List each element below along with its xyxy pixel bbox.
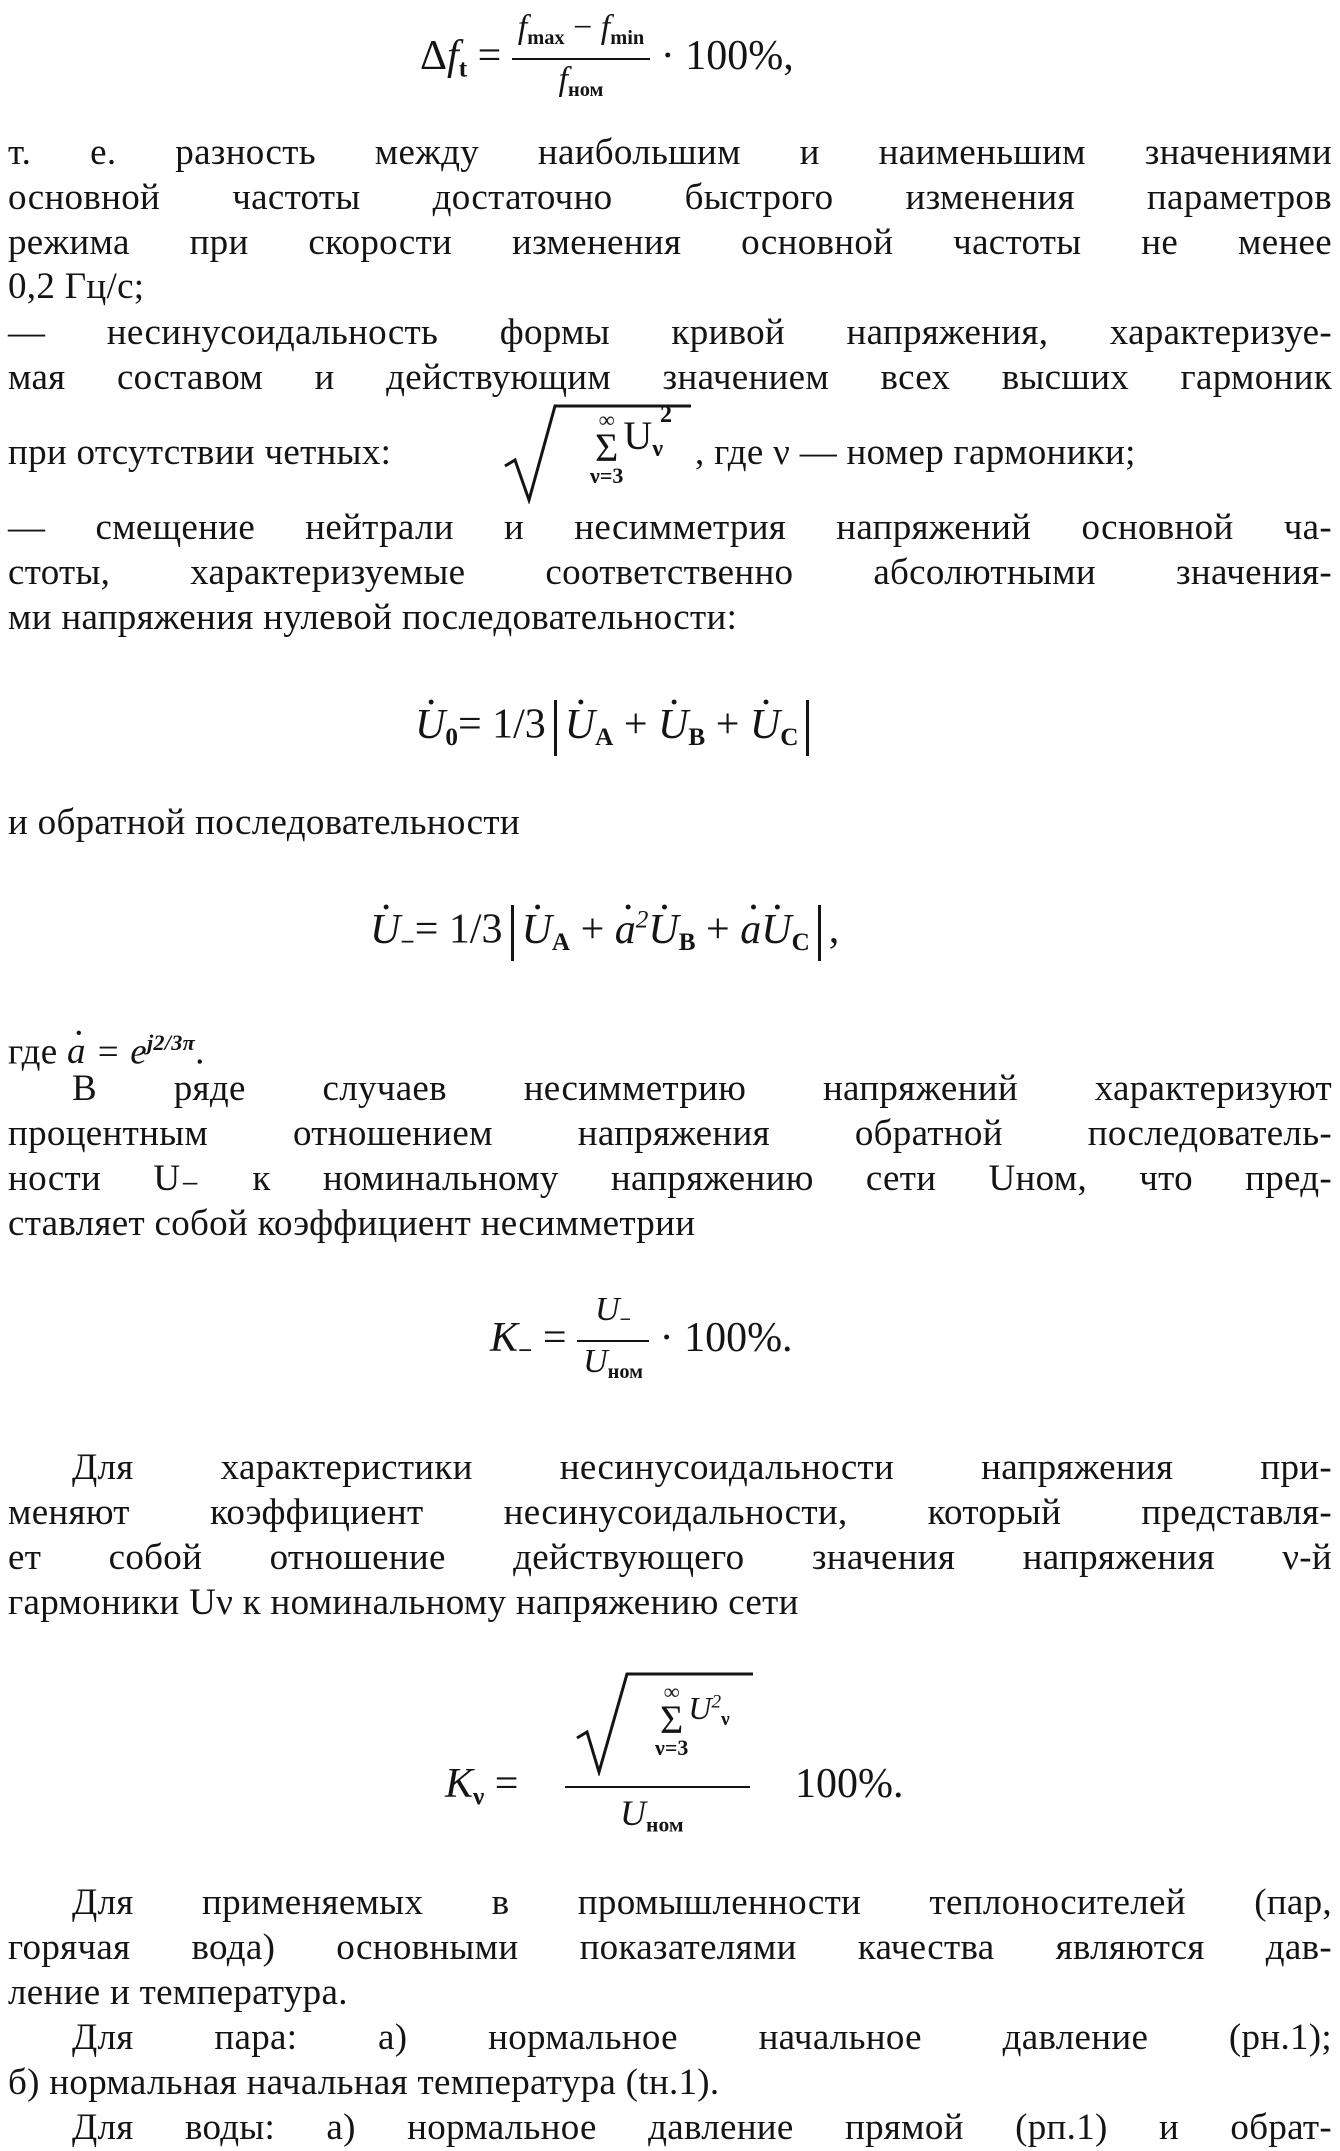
formula-frequency-deviation: $\Delta f_t$ = $\frac{f_{max} - f_{min}}{f_{ном}}$ · 100%, <box>420 8 794 110</box>
text-line: меняют коэффициент несинусоидальности, который представля- <box>8 1492 1332 1533</box>
fraction: $\frac{f_{max} - f_{min}}{f_{ном}}$ <box>512 8 650 110</box>
text-line: 0,2 Гц/с; <box>8 266 145 307</box>
text-line: процентным отношением напряжения обратной последователь- <box>8 1113 1332 1154</box>
text-line: и обратной последовательности <box>8 802 520 843</box>
text-line: мая составом и действующим значением всех высших гармоник <box>8 357 1332 398</box>
fraction-bar <box>565 1786 750 1788</box>
text-line: т. е. разность между наибольшим и наименьшим значениями <box>8 132 1332 173</box>
formula-negative-sequence: · $U_-= 1/3\cdot U_A$ + · $a^2\cdot U_B$ + · $a\cdot U_C$ , <box>370 905 839 961</box>
text-line: — несинусоидальность формы кривой напряжения, характеризуе- <box>8 312 1332 353</box>
text-line: , где ν — номер гармоники; <box>695 432 1136 473</box>
formula-unbalance-coefficient: $K_-$ = $\frac{U_-}{U_{ном}}$ · 100%. <box>490 1290 793 1392</box>
harmonic-formula-line: при отсутствии четных: <box>8 432 392 473</box>
text-line: Для пара: а) нормальное начальное давление (pн.1); <box>72 2017 1332 2058</box>
text-line: ности U₋ к номинальному напряжению сети Uном, что пред- <box>8 1158 1332 1199</box>
sum-expression: ∞ Σ ν=3 $U_\nu$ <box>590 407 663 488</box>
text-line: ление и температура. <box>8 1972 348 2013</box>
text-line: стоты, характеризуемые соответственно абсолютными значения- <box>8 552 1332 593</box>
percent-tail: 100%. <box>795 1761 904 1807</box>
text-line: В ряде случаев несимметрию напряжений характеризуют <box>72 1068 1332 1109</box>
text-line: ет собой отношение действующего значения напряжения ν-й <box>8 1537 1332 1578</box>
text-line: режима при скорости изменения основной частоты не менее <box>8 222 1332 263</box>
text-line: Для характеристики несинусоидальности напряжения при- <box>72 1447 1332 1488</box>
text-line: ставляет собой коэффициент несимметрии <box>8 1203 696 1244</box>
text-line: Для воды: а) нормальное давление прямой (pп.1) и обрат- <box>72 2107 1332 2148</box>
fraction: $\frac{U_-}{U_{ном}}$ <box>577 1290 649 1392</box>
where-a-line: где · $a = e^{j2/3\pi}$. <box>8 1020 1332 1075</box>
formula-nonsinusoidal-coefficient: $K_\nu$ = <box>445 1761 519 1811</box>
denominator: $U_{ном}$ <box>620 1793 684 1837</box>
text-line: гармоники Uν к номинальному напряжению сети <box>8 1582 799 1623</box>
formula-zero-sequence: · $U_0= 1/3\cdot U_A$ + · $U_B$ + · $U_C$ <box>415 700 817 756</box>
text-line: Для применяемых в промышленности теплоносителей (пар, <box>72 1882 1332 1923</box>
text-line: — смещение нейтрали и несимметрия напряжений основной ча- <box>8 507 1332 548</box>
text-line: основной частоты достаточно быстрого изменения параметров <box>8 177 1332 218</box>
sum-expression: ∞ Σ ν=3 $^{U^2_\nu}$ <box>655 1679 730 1760</box>
text-line: горячая вода) основными показателями качества являются дав- <box>8 1927 1332 1968</box>
text-line: ми напряжения нулевой последовательности: <box>8 597 738 638</box>
text-line: б) нормальная начальная температура (tн.1). <box>8 2062 720 2103</box>
exponent: 2 <box>660 402 672 428</box>
